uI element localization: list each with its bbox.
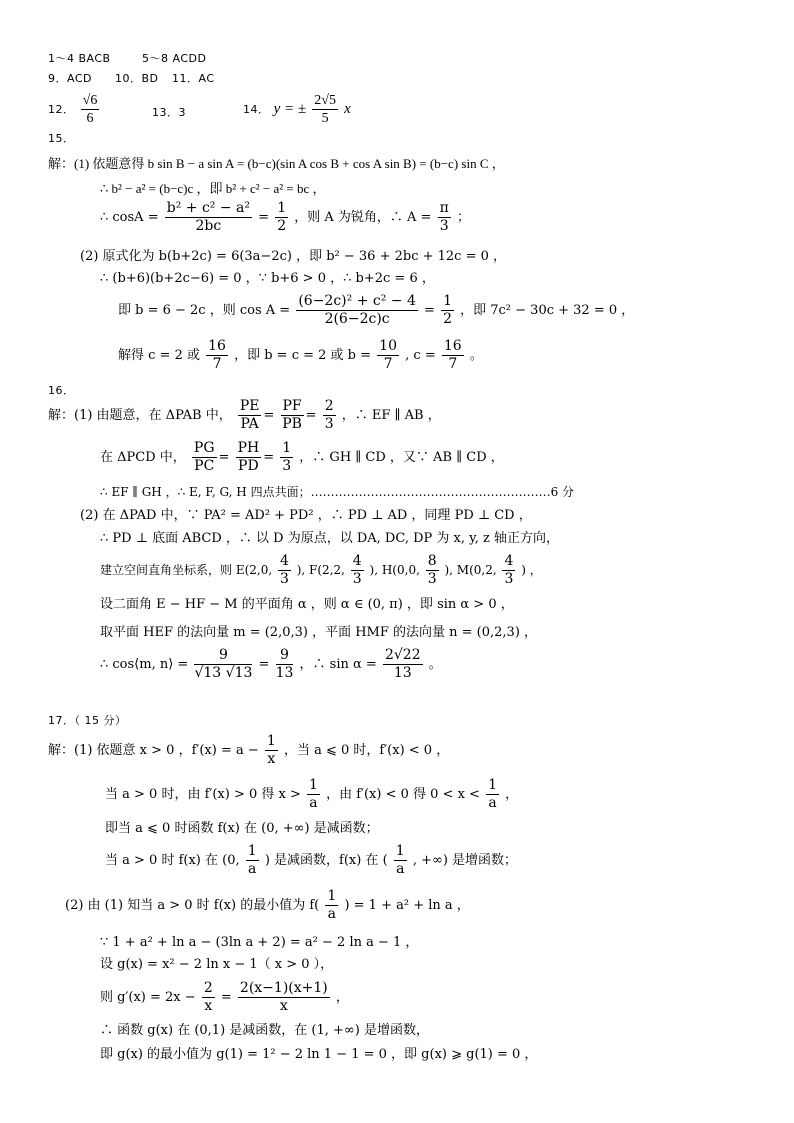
q16-line-2: 在 ΔPCD 中， $\frac{PG}{PC}$ = $\frac{PH}{PD}$ = $\frac{1}{3}$ ，∴ GH ∥ CD ，又∵ AB ∥ CD ， [100, 440, 504, 474]
q15-line-7: 解得 c = 2 或 $\frac{16}{7}$ ，即 b = c = 2 或 b = $\frac{10}{7}$ , c = $\frac{16}{7}$ 。 [118, 338, 483, 372]
answer-9: 9．ACD [48, 72, 92, 85]
q17-line-7: 设 g(x) = x² − 2 ln x − 1（ x > 0 ）， [100, 957, 334, 972]
answer-11: 11．AC [172, 72, 215, 85]
answer-10: 10．BD [115, 72, 159, 85]
q16-header: 16． [48, 384, 75, 397]
q16-line-8: 取平面 HEF 的法向量 m = (2,0,3) ，平面 HMF 的法向量 n = (0,2,3) ， [100, 625, 538, 640]
answer-12: 12． $\frac{√6}{6}$ [48, 93, 98, 126]
q15-line-1: 解：(1) 依题意得 b sin B − a sin A = (b−c)(sin A cos B + cos A sin B) = (b−c) sin C ， [48, 156, 505, 171]
q16-line-5: ∴ PD ⊥ 底面 ABCD ，∴ 以 D 为原点，以 DA, DC, DP 为 x, y, z 轴正方向， [100, 531, 559, 546]
q16-line-3: ∴ EF ∥ GH ，∴ E, F, G, H 四点共面；……………………………………………………6 分 [100, 485, 575, 499]
q17-header: 17．（ 15 分） [48, 714, 127, 727]
q16-line-7: 设二面角 E − HF − M 的平面角 α ，则 α ∈ (0, π) ，即 sin α > 0 ， [100, 597, 514, 612]
q15-line-6: 即 b = 6 − 2c ，则 cos A = $\frac{\text{(6−2c)² + c² − 4}}{2(6-2c)c}$ = $\frac{1}{2}$ ，即 7c² − 30c + 32 = 0 ， [118, 293, 635, 327]
q17-line-9: ∴ 函数 g(x) 在 (0,1) 是减函数，在 (1, +∞) 是增函数， [100, 1023, 429, 1038]
q17-line-2: 当 a > 0 时，由 f′(x) > 0 得 x > $\frac{1}{a}$ ，由 f′(x) < 0 得 0 < x < $\frac{1}{a}$ ， [105, 777, 519, 811]
q17-line-6: ∵ 1 + a² + ln a − (3ln a + 2) = a² − 2 ln a − 1 ， [100, 935, 419, 950]
q17-line-8: 则 g′(x) = 2x − $\frac{2}{x}$ = $\frac{2(x-1)(x+1)}{x}$ ， [100, 980, 349, 1014]
answer-5-8: 5～8 ACDD [142, 52, 207, 65]
q15-line-5: ∴ (b+6)(b+2c−6) = 0 ，∵ b+6 > 0 ，∴ b+2c = 6 ， [100, 271, 435, 286]
q17-line-10: 即 g(x) 的最小值为 g(1) = 1² − 2 ln 1 − 1 = 0 ，即 g(x) ⩾ g(1) = 0 ， [100, 1047, 538, 1062]
q17-line-3: 即当 a ⩽ 0 时函数 f(x) 在 (0, +∞) 是减函数； [105, 821, 379, 836]
q15-header: 15． [48, 132, 75, 145]
q16-line-6: 建立空间直角坐标系，则 E(2,0, $\frac{4}{3}$ ), F(2,2, $\frac{4}{3}$ ), H(0,0, $\frac{8}{3}$ ), M(0,2, $\frac{4}{3}$ ) ， [100, 553, 542, 587]
answer-13: 13．3 [152, 106, 186, 119]
answer-14: 14． y = ± $\frac{2√5}{5}$ x [243, 93, 351, 126]
q16-line-4: (2) 在 ΔPAD 中，∵ PA² = AD² + PD² ，∴ PD ⊥ AD ，同理 PD ⊥ CD ， [80, 508, 532, 523]
q15-line-4: (2) 原式化为 b(b+2c) = 6(3a−2c) ，即 b² − 36 + 2bc + 12c = 0 ， [80, 249, 507, 264]
q16-line-9: ∴ cos⟨m, n⟩ = $\frac{9}{√13 √13}$ = $\frac{9}{13}$ ，∴ sin α = $\frac{2√22}{13}$ 。 [100, 647, 442, 681]
q17-line-4: 当 a > 0 时 f(x) 在 (0, $\frac{1}{a}$ ) 是减函数，f(x) 在 ( $\frac{1}{a}$ , +∞) 是增函数； [105, 843, 518, 877]
answer-1-4: 1～4 BACB [48, 52, 111, 65]
q15-line-3: ∴ cosA = $\frac{\text{b² + c² − a²}}{2bc}$ = $\frac{1}{2}$ ，则 A 为锐角，∴ A = $\frac{\pi}{3}$ ； [100, 200, 470, 234]
q16-line-1: 解：(1) 由题意，在 ΔPAB 中， $\frac{PE}{PA}$ = $\frac{PF}{PB}$ = $\frac{2}{3}$ ，∴ EF ∥ AB ， [48, 398, 441, 432]
q17-line-1: 解：(1) 依题意 x > 0 ，f′(x) = a − $\frac{1}{x}$ ，当 a ⩽ 0 时，f′(x) < 0 ， [48, 733, 450, 767]
q17-line-5: (2) 由 (1) 知当 a > 0 时 f(x) 的最小值为 f( $\frac{1}{a}$ ) = 1 + a² + ln a ， [65, 888, 470, 922]
q15-line-2: ∴ b² − a² = (b−c)c ，即 b² + c² − a² = bc ， [100, 181, 326, 196]
